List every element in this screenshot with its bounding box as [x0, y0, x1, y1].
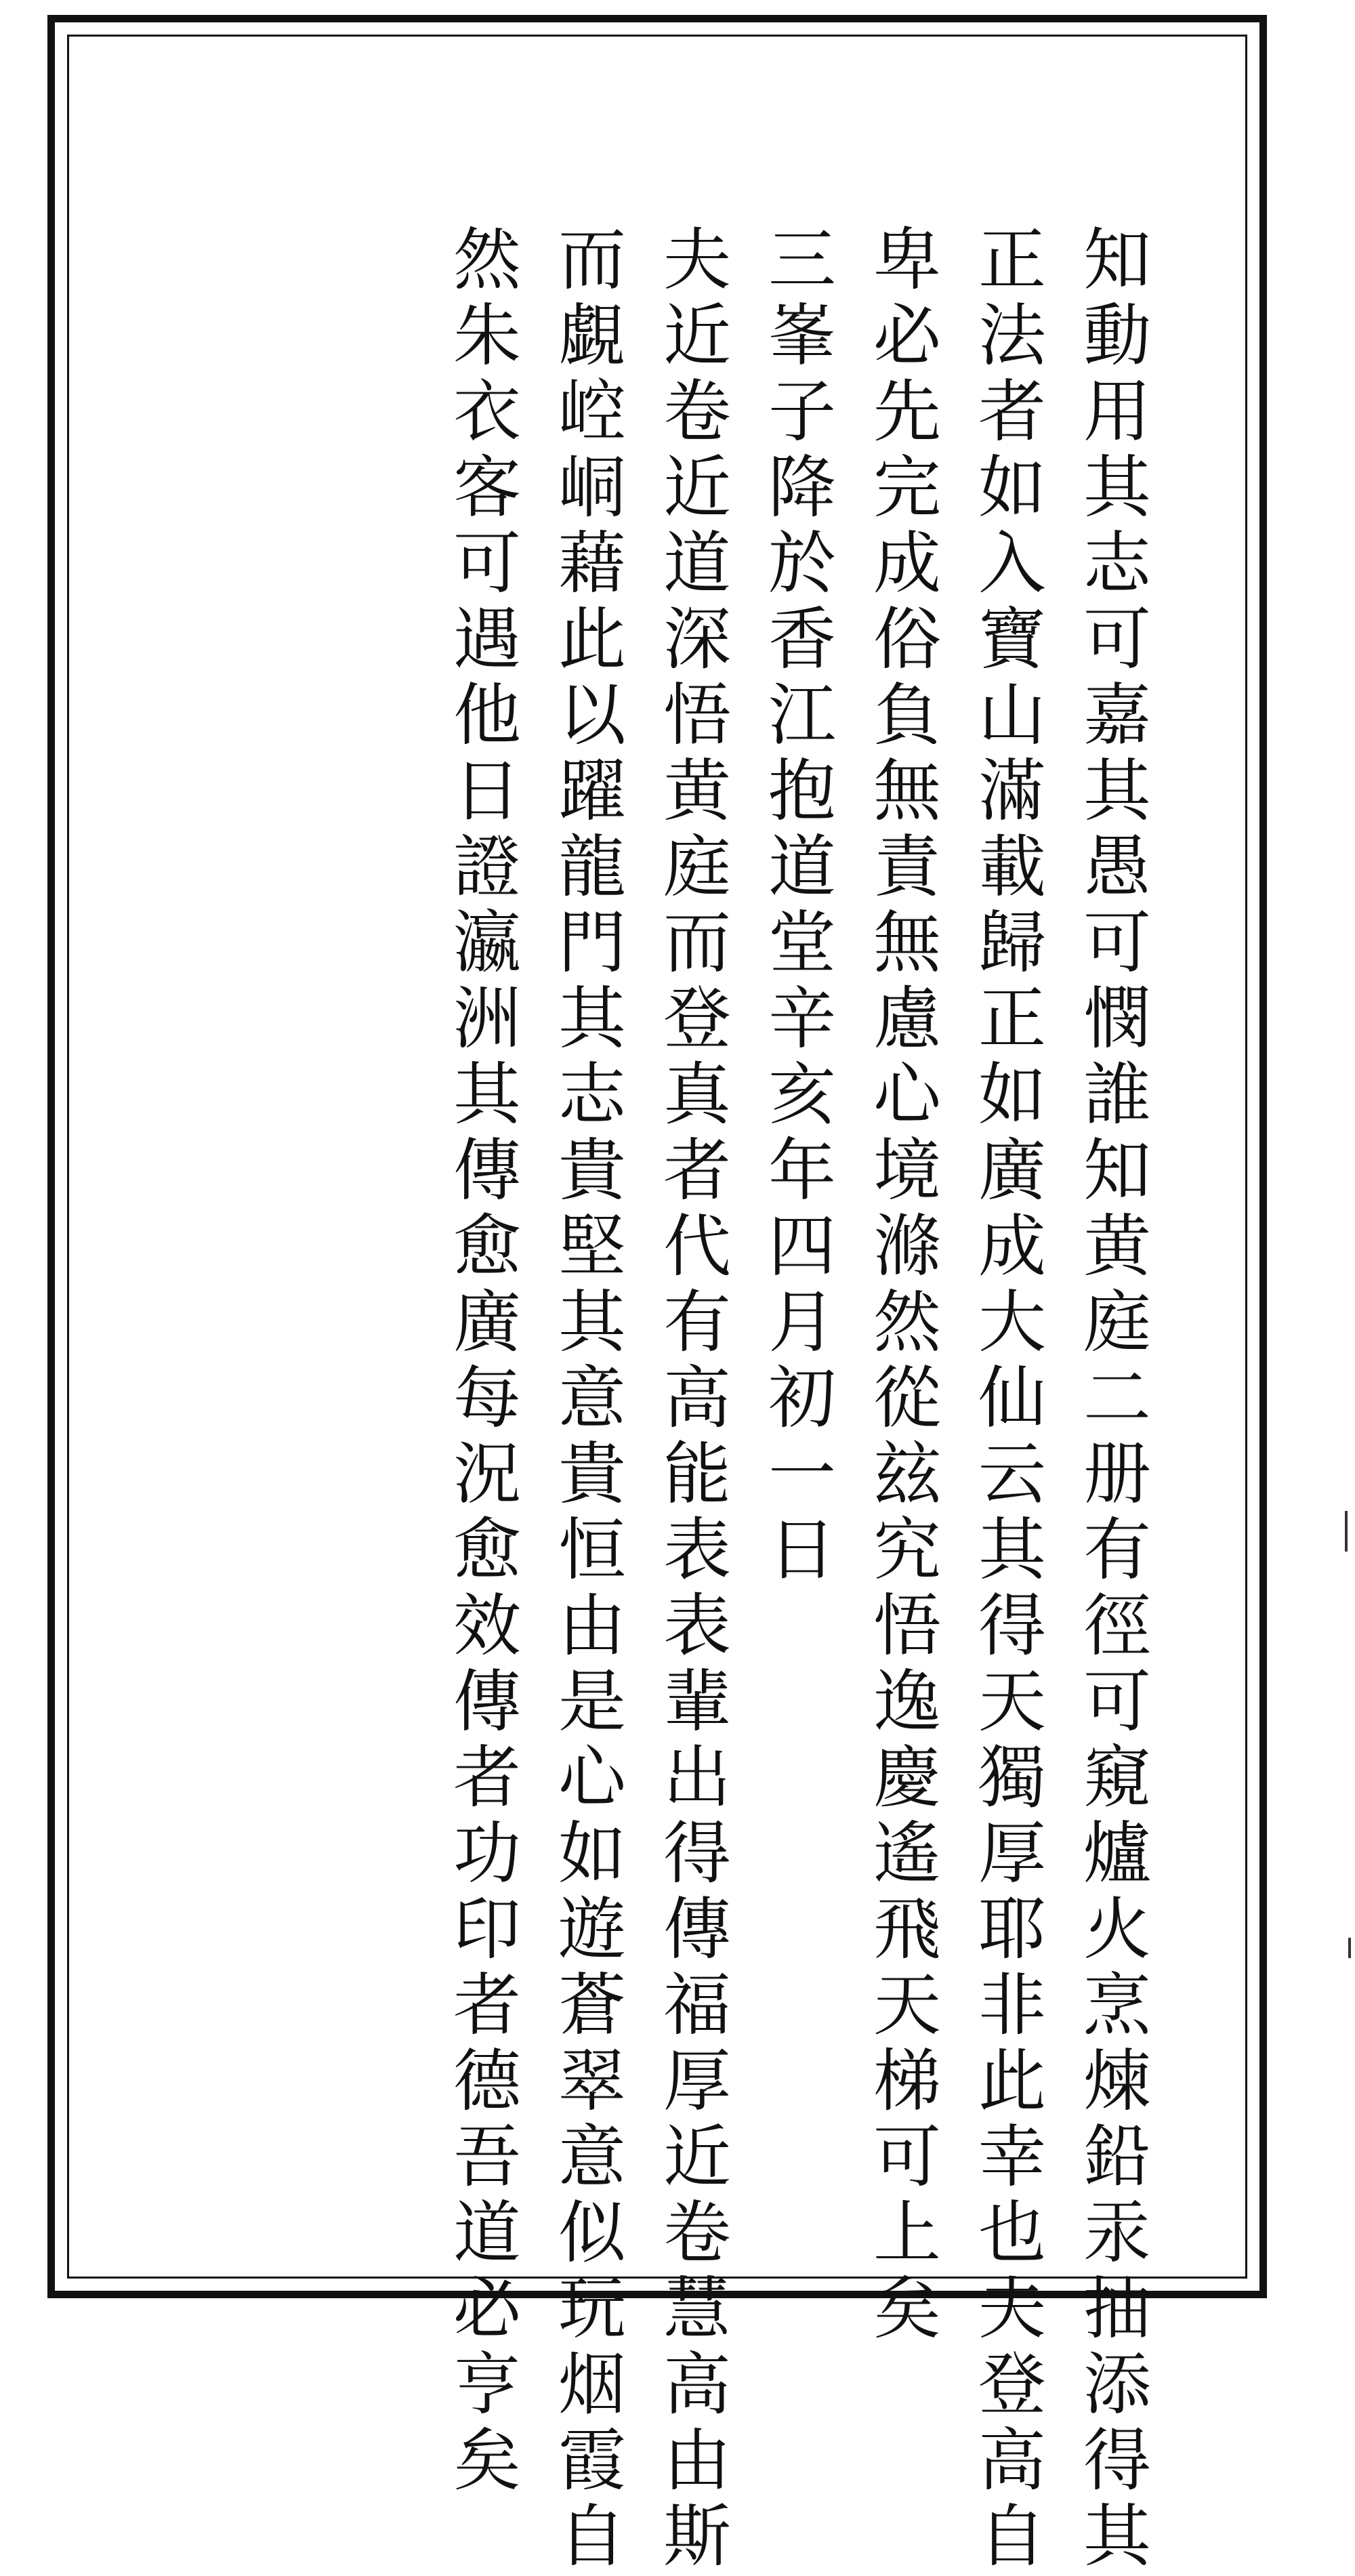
- text-column-4: 三峯子降於香江抱道堂辛亥年四月初一日: [757, 224, 836, 1590]
- text-column-1: 知動用其志可嘉其愚可憫誰知黄庭二册有徑可窺爐火烹煉鉛汞抽添得其: [1072, 224, 1151, 2576]
- text-column-7: 然朱衣客可遇他日證瀛洲其傳愈廣每況愈效傳者功印者德吾道必亨矣: [442, 224, 521, 2500]
- text-column-2: 正法者如入寶山滿載歸正如廣成大仙云其得天獨厚耶非此幸也夫登高自: [967, 224, 1046, 2576]
- text-column-6: 而覷崆峒藉此以躍龍門其志貴堅其意貴恒由是心如遊蒼翠意似玩烟霞自: [547, 224, 626, 2576]
- text-column-5: 夫近卷近道深悟黄庭而登真者代有高能表表輩出得傳福厚近卷慧高由斯: [652, 224, 731, 2576]
- text-column-3: 卑必先完成俗負無責無慮心境滌然從玆究悟逸慶遙飛天梯可上矣: [862, 224, 941, 2348]
